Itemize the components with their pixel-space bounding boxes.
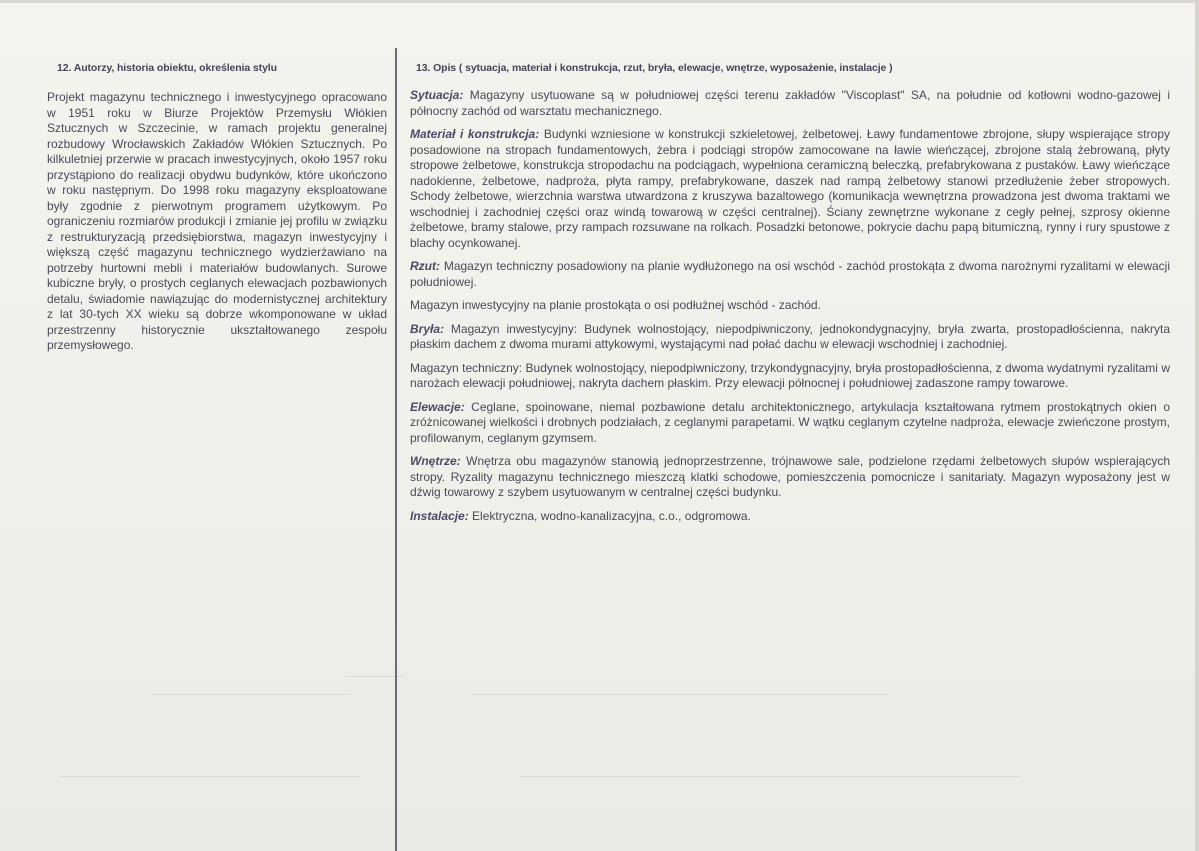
paragraph-material — [410, 127, 1170, 251]
section-13-heading: 13. Opis ( sytuacja, materiał i konstrukcja, rzut, bryła, elewacje, wnętrze, wyposażenie, instalacje ) — [416, 62, 893, 74]
term-rzut: Rzut: — [410, 259, 440, 273]
paragraph-wnetrze — [410, 454, 1170, 501]
page-top-edge — [0, 0, 1199, 3]
paragraph-sytuacja — [410, 88, 1170, 119]
section-13 — [410, 62, 1170, 532]
text-elewacje: Ceglane, spoinowane, niemal pozbawione detalu architektonicznego, artykulacja kształtowana rytmem prostokątnych okien o zróżnicowanej wielkości i drobnych podziałach, z ceglanymi parapetami. W wątku ceglanym czytelne nadproża, elewacje zwieńczone prostym, profilowanym, ceglanym gzymsem. — [410, 399, 1170, 445]
scan-artifact-line — [470, 694, 890, 695]
text-wnetrze: Wnętrza obu magazynów stanowią jednoprzestrzenne, trójnawowe sale, podzielone rzędami żelbetowych słupów wspierających stropy. Ryzality magazynu technicznego mieszczą klatki schodowe, pomieszczenia pomocnicze i sanitariaty. Magazyn wyposażony jest w dźwig towarowy z szybem usytuowanym w centralnej części budynku. — [410, 454, 1170, 499]
paragraph-rzut — [410, 259, 1170, 290]
text-material: Budynki wzniesione w konstrukcji szkieletowej, żelbetowej. Ławy fundamentowe zbrojone, słupy wspierające stropy posadowione na stropach fundamentowych, żebra i podciągi stropów zamocowane na ławie wieńczącej, zbrojone stalą żebrowaną, płyty stropowe żelbetowe, konstrukcja stropodachu na podciągach, wypełniona ceramiczną beleczką, prefabrykowana z pustaków. Ławy wieńczące nadokienne, żelbetowe, nadproża, płyta rampy, prefabrykowane, daszek nad rampą żelbetowy stanowi przedłużenie żeber stropowych. Schody żelbetowe, wierzchnia warstwa utwardzona z kruszywa bazaltowego (komunikacja wewnętrzna prowadzona jest dwoma traktami we wschodniej i zachodniej części oraz windą towarową w części centralnej). Ściany zewnętrzne wykonane z cegły pełnej, szprosy okienne żelbetowe, bramy stalowe, przy rampach rozsuwane na rolkach. Posadzki betonowe, pokrycie dachu papą bitumiczną, rynny i rury spustowe z blachy ocynkowanej. — [410, 127, 1170, 250]
section-12-text: Projekt magazynu technicznego i inwestycyjnego opracowano w 1951 roku w Biurze Projektów Przemysłu Włókien Sztucznych w Szczecinie, w ramach projektu generalnej rozbudowy Wrocławskich Zakładów Włókien Sztucznych. Po kilkuletniej przerwie w pracach inwestycyjnych, około 1957 roku przystąpiono do realizacji obydwu budynków, które ukończono w roku następnym. Do 1998 roku magazyny eksploatowane były zgodnie z pierwotnym programem użytkowym. Po ograniczeniu rozmiarów produkcji i zmianie jej profilu w związku z restrukturyzacją przedsiębiorstwa, magazyn inwestycyjny i większą część magazynu technicznego wydzierżawiano na potrzeby hurtowni mebli i materiałów budowlanych. Surowe kubiczne bryły, o prostych ceglanych elewacjach pozbawionych detalu, świadomie nawiązując do modernistycznej architektury z lat 30-tych XX wieku są dobrze wkomponowane w układ przestrzenny historycznie ukształtowanego zespołu przemysłowego. — [47, 90, 387, 352]
term-material: Materiał i konstrukcja: — [410, 127, 540, 141]
paragraph-rzut-2: Magazyn inwestycyjny na planie prostokąta o osi podłużnej wschód - zachód. — [410, 298, 821, 312]
paragraph-bryla — [410, 322, 1170, 353]
term-wnetrze: Wnętrze: — [410, 454, 461, 468]
column-divider — [395, 48, 397, 851]
scan-artifact-line — [520, 776, 1020, 777]
term-elewacje: Elewacje: — [410, 399, 465, 414]
section-12 — [47, 62, 387, 354]
term-instalacje: Instalacje: — [410, 508, 469, 523]
text-rzut: Magazyn techniczny posadowiony na planie wydłużonego na osi wschód - zachód prostokąta z dwoma narożnymi ryzalitami w elewacji południowej. — [410, 259, 1170, 289]
paragraph-instalacje — [410, 509, 1170, 525]
text-instalacje: Elektryczna, wodno-kanalizacyjna, c.o., odgromowa. — [468, 508, 751, 523]
text-sytuacja: Magazyny usytuowane są w południowej części terenu zakładów "Viscoplast" SA, na południe od kotłowni wodno-gazowej i północny zachód od warsztatu mechanicznego. — [410, 88, 1170, 118]
term-sytuacja: Sytuacja: — [410, 88, 464, 102]
section-12-heading: 12. Autorzy, historia obiektu, określenia stylu — [57, 62, 277, 74]
paragraph-bryla-2: Magazyn techniczny: Budynek wolnostojący, niepodpiwniczony, trzykondygnacyjny, bryła prostopadłościenna, z dwoma wydatnymi ryzalitami w narożach elewacji południowej, nakryta dachem płaskim. Przy elewacji północnej i południowej zadaszone rampy towarowe. — [410, 360, 1170, 390]
text-bryla: Magazyn inwestycyjny: Budynek wolnostojący, niepodpiwniczony, jednokondygnacyjny, bryła zwarta, prostopadłościenna, nakryta płaskim dachem z dwoma murami attykowymi, wystającymi nad połać dachu w elewacji wschodniej i zachodniej. — [410, 321, 1170, 351]
scan-artifact-line — [150, 694, 350, 695]
paragraph-elewacje — [410, 400, 1170, 447]
scan-artifact-line — [60, 776, 360, 777]
page-right-edge — [1195, 0, 1199, 851]
term-bryla: Bryła: — [410, 321, 445, 336]
